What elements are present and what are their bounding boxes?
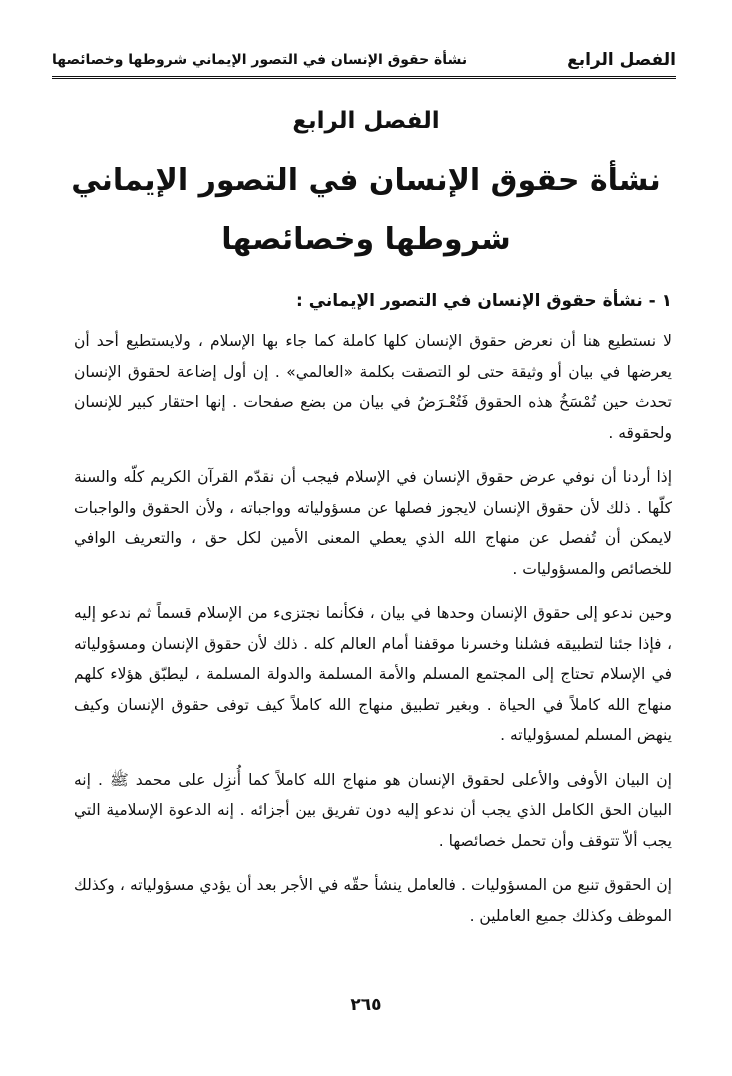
- paragraph: إن البيان الأوفى والأعلى لحقوق الإنسان هو منهاج الله كاملاً كما أُنزِل على محمد ﷺ . إنه البيان الحق الكامل الذي يجب أن ندعو إليه دون تفريق بين أجزائه . إنه الدعوة الإسلامية التي يجب ألاّ تتوقف وأن تحمل خصائصها .: [74, 770, 672, 850]
- section-heading: ١ - نشأة حقوق الإنسان في التصور الإيماني :: [295, 291, 672, 311]
- page-content: [74, 286, 672, 945]
- paragraph: إن الحقوق تنبع من المسؤوليات . فالعامل ينشأ حقّه في الأجر بعد أن يؤدي مسؤولياته ، وكذلك الموظف وكذلك جميع العاملين .: [74, 876, 672, 925]
- paragraph: إذا أردنا أن نوفي عرض حقوق الإنسان في الإسلام فيجب أن نقدّم القرآن الكريم كلّه والسنة كلّها . ذلك لأن حقوق الإنسان لايجوز فصلها عن مسؤولياته وواجباته ، ولأن الحقوق والواجبات لايمكن أن تُفصل عن منهاج الله الذي يعطي المعنى الأمين لكل حق ، والتعريف الوافي للخصائص والمسؤوليات .: [74, 468, 672, 578]
- chapter-title: نشأة حقوق الإنسان في التصور الإيماني: [71, 163, 661, 198]
- header-chapter-label: الفصل الرابع: [567, 50, 676, 70]
- header-title: نشأة حقوق الإنسان في التصور الإيماني شروطها وخصائصها: [52, 52, 468, 68]
- paragraph: لا نستطيع هنا أن نعرض حقوق الإنسان كلها كاملة كما جاء بها الإسلام ، ولايستطيع أحد أن يعرضها في بيان أو وثيقة حتى لو التصقت بكلمة «العالمي» . إن أول إضاعة لحقوق الإنسان تحدث حين تُمْسَخُ هذه الحقوق فَتُعْـرَضُ في بيان من بضع صفحات . إنها احتقار كبير للإنسان ولحقوقه .: [74, 332, 672, 442]
- running-header: [52, 44, 676, 79]
- chapter-label: الفصل الرابع: [292, 108, 440, 134]
- paragraph: وحين ندعو إلى حقوق الإنسان وحدها في بيان ، فكأنما نجتزىء من الإسلام قسماً ثم ندعو إليه ، فإذا جئنا لتطبيقه فشلنا وخسرنا موقفنا أمام العالم كله . ذلك لأن حقوق الإنسان ومسؤولياته في الإسلام تحتاج إلى المجتمع المسلم والأمة المسلمة والدولة المسلمة ، ليطبّق هؤلاء كلهم منهاج الله كاملاً في الحياة . وبغير تطبيق منهاج الله كاملاً كيف توفى حقوق الإنسان وكيف ينهض المسلم لمسؤولياته .: [74, 604, 672, 744]
- chapter-subtitle: شروطها وخصائصها: [221, 222, 511, 257]
- page-number: ٢٦٥: [350, 995, 382, 1015]
